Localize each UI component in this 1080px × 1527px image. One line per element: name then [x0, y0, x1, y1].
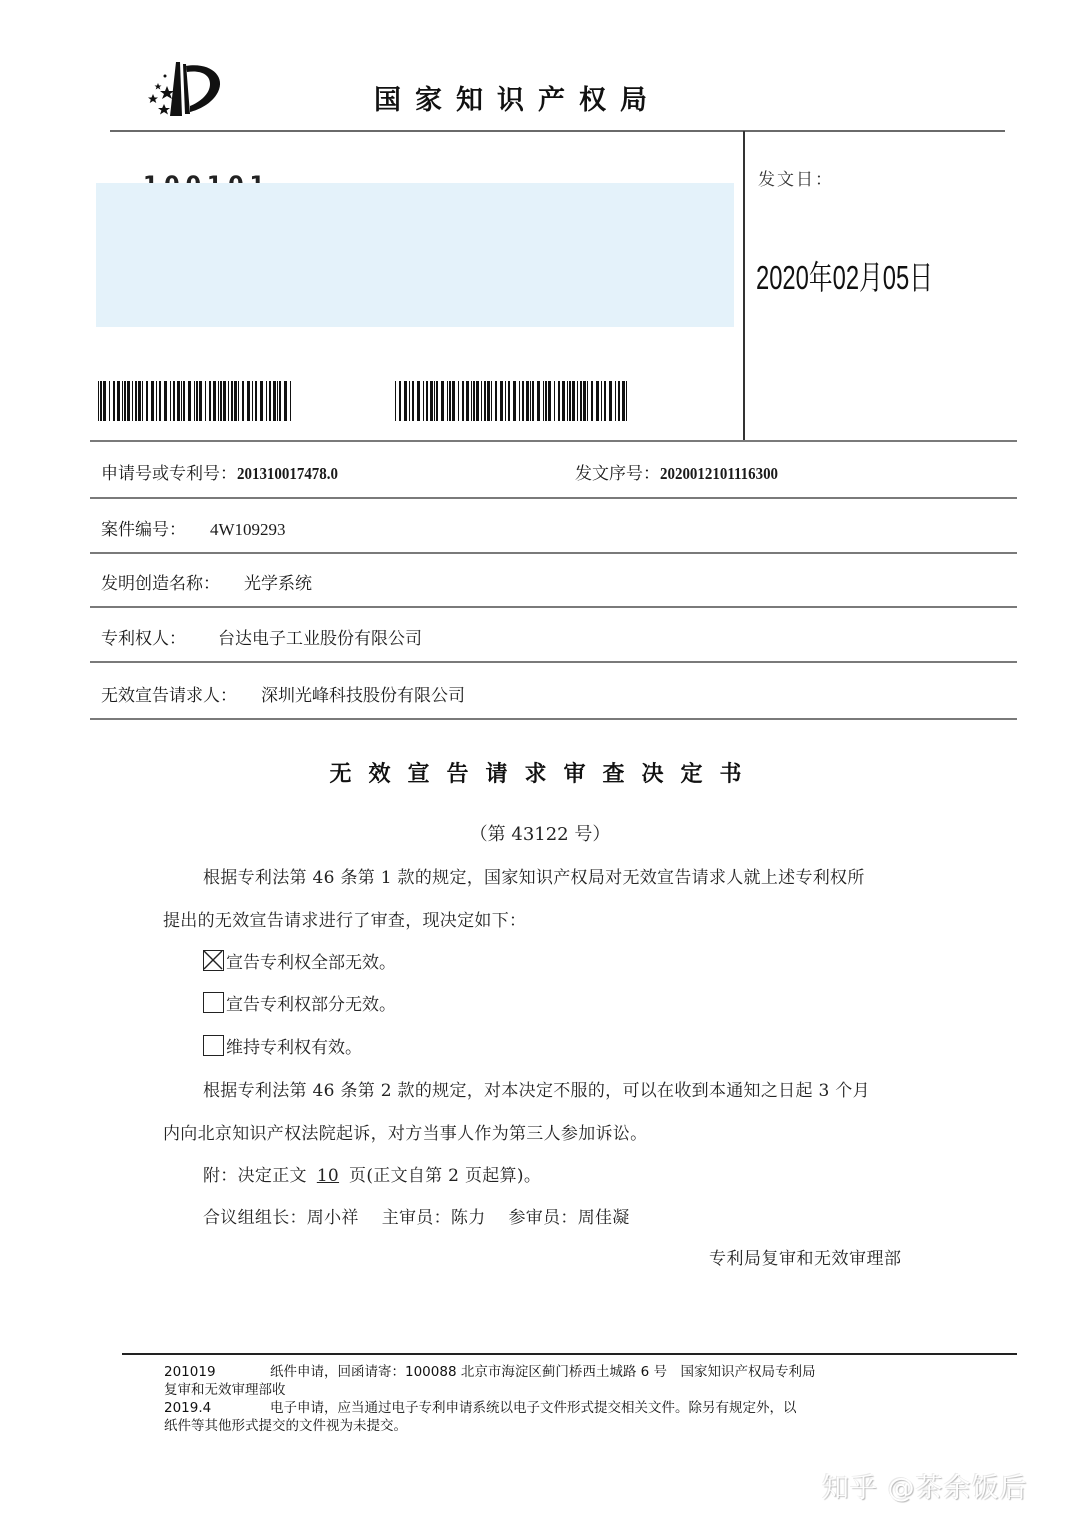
field-label: 申请号或专利号：: [101, 464, 237, 484]
divider: [90, 661, 1017, 663]
document-number: （第 43122 号）: [469, 824, 611, 845]
divider: [90, 718, 1017, 720]
vertical-divider: [743, 131, 745, 441]
paragraph-2-line-1: 根据专利法第 46 条第 2 款的规定，对本决定不服的，可以在收到本通知之日起 3 个月: [203, 1081, 870, 1101]
issue-date-value: 2020年02月05日: [756, 259, 933, 296]
field-invention-title: [101, 569, 312, 594]
attachment-suffix: 页(正文自第 2 页起算)。: [349, 1166, 542, 1186]
option-label: 维持专利权有效。: [226, 1038, 362, 1058]
field-label: 发明创造名称：: [101, 574, 220, 594]
form-code: 201019: [164, 1364, 216, 1380]
footer-line-4: 纸件等其他形式提交的文件视为未提交。: [164, 1418, 407, 1434]
divider: [90, 497, 1017, 499]
barcode-left: [98, 381, 344, 421]
issuing-department: 专利局复审和无效审理部: [709, 1249, 902, 1269]
panel-members: 合议组组长：周小祥 主审员：陈力 参审员：周佳凝: [203, 1208, 630, 1228]
attachment-prefix: 附：决定正文: [203, 1166, 307, 1186]
field-dispatch-no: [575, 459, 794, 484]
attachment-pages: 10: [316, 1166, 340, 1186]
barcode-right: [395, 381, 687, 421]
option-full-invalid: [203, 948, 396, 973]
field-label: 无效宣告请求人：: [101, 686, 237, 706]
checkbox-empty-icon: [203, 1035, 224, 1056]
field-value: 深圳光峰科技股份有限公司: [261, 686, 465, 706]
option-label: 宣告专利权部分无效。: [226, 995, 396, 1015]
cnipa-logo-icon: [140, 58, 230, 120]
footer-divider: [122, 1353, 1017, 1355]
issue-date-label: 发文日：: [758, 170, 834, 190]
field-application-no: [101, 459, 352, 484]
checkbox-empty-icon: [203, 992, 224, 1013]
footer-line-3: [164, 1399, 816, 1417]
field-value: 4W109293: [210, 520, 286, 539]
field-patentee: [101, 624, 422, 649]
divider: [90, 552, 1017, 554]
field-value: 光学系统: [244, 574, 312, 594]
field-label: 案件编号：: [101, 520, 186, 540]
field-value: 201310017478.0: [237, 464, 338, 483]
footer-text: 纸件申请，回函请寄：100088 北京市海淀区蓟门桥西土城路 6 号 国家知识产权局专利局: [270, 1364, 816, 1380]
field-requester: [101, 681, 465, 706]
document-title: 无效宣告请求审查决定书: [329, 762, 759, 787]
footer-line-1: [164, 1363, 816, 1381]
attachment-note: [203, 1161, 541, 1186]
watermark: 知乎 @茶余饭后: [822, 1473, 1028, 1504]
header-divider: [110, 130, 1005, 132]
redacted-address-block: [96, 183, 734, 327]
checkbox-checked-icon: [203, 950, 224, 971]
footer-line-2: 复审和无效审理部收: [164, 1382, 286, 1398]
paragraph-1-line-2: 提出的无效宣告请求进行了审查，现决定如下：: [163, 911, 527, 931]
divider: [90, 606, 1017, 608]
paragraph-1-line-1: 根据专利法第 46 条第 1 款的规定，国家知识产权局对无效宣告请求人就上述专利权所: [203, 868, 865, 888]
form-version: 2019.4: [164, 1400, 212, 1416]
option-label: 宣告专利权全部无效。: [226, 953, 396, 973]
footer-text: 电子申请，应当通过电子专利申请系统以电子文件形式提交相关文件。除另有规定外，以: [270, 1400, 797, 1416]
field-label: 发文序号：: [575, 464, 660, 484]
paragraph-2-line-2: 内向北京知识产权法院起诉，对方当事人作为第三人参加诉讼。: [163, 1124, 648, 1144]
option-maintain-valid: [203, 1033, 362, 1058]
agency-name: 国家知识产权局: [374, 85, 661, 116]
field-value: 台达电子工业股份有限公司: [218, 629, 422, 649]
divider: [90, 440, 1017, 442]
option-partial-invalid: [203, 990, 396, 1015]
footer-notes: [164, 1363, 816, 1435]
field-value: 2020012101116300: [660, 464, 779, 483]
field-case-no: [101, 515, 286, 540]
field-label: 专利权人：: [101, 629, 186, 649]
